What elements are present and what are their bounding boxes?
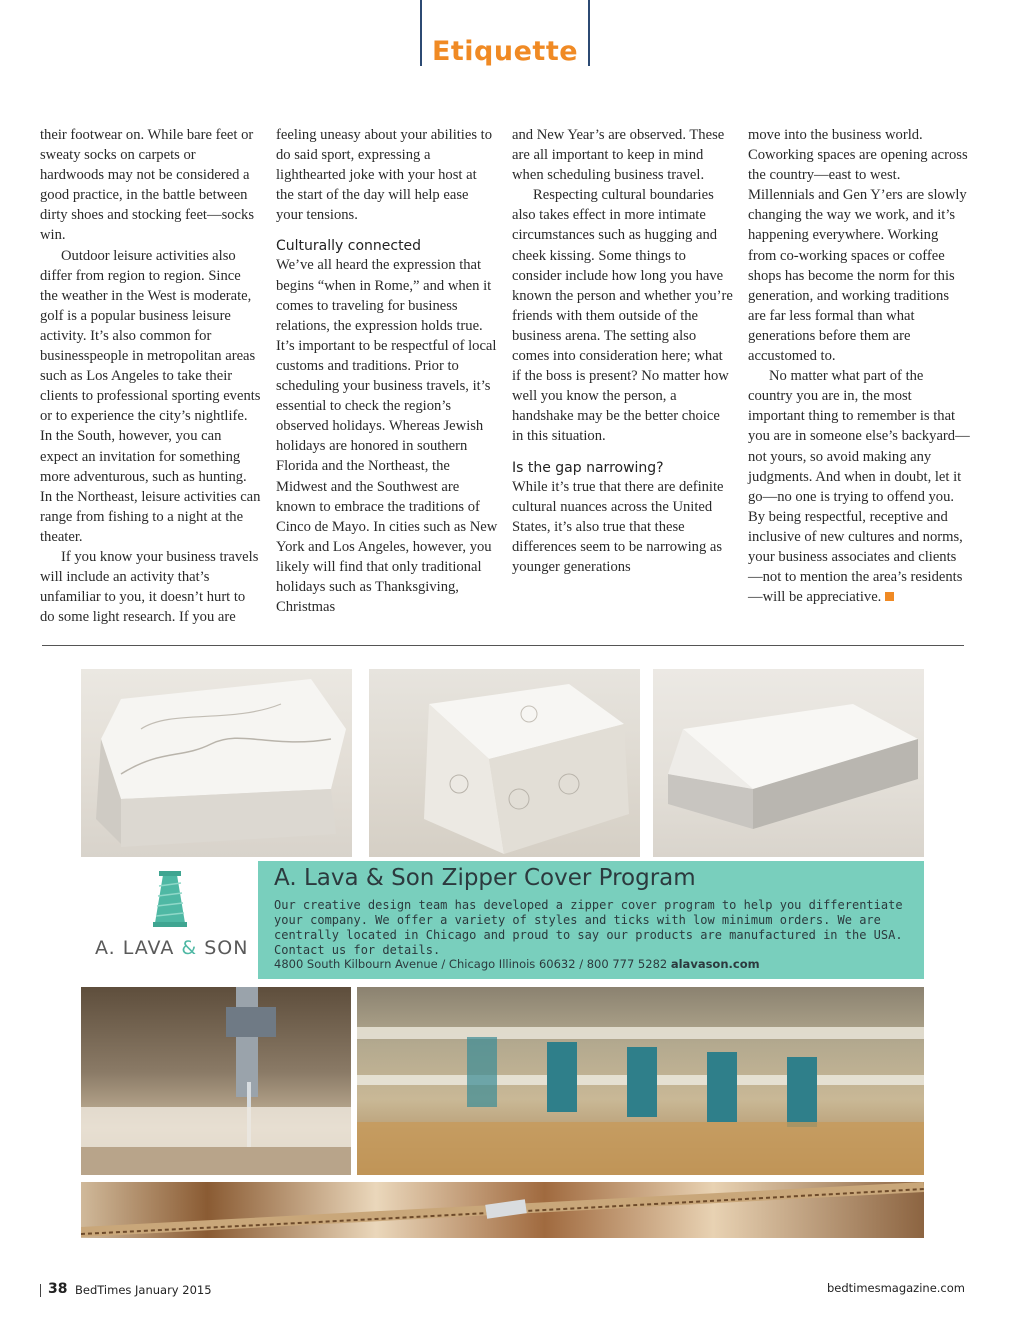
ad-body: Our creative design team has developed a zipper cover program to help you differentiate your company. We offer a variety of styles and ticks with low minimum orders. We are centrally located in Chicago and proud to say our products are manufactured in the USA. Contact us for details. [274, 898, 903, 957]
paragraph-final [748, 366, 970, 607]
paragraph: Respecting cultural boundaries also takes effect in more intimate circumstances such as hugging and cheek kissing. Some things to consider include how long you have known the person and whether you’re friends with them outside of the business arena. The setting also comes into consideration here; what if the boss is present? No matter how well you know the person, a handshake may be the better choice in this situation. [512, 187, 733, 445]
thread-spool-icon [81, 861, 257, 931]
advertisement[interactable] [81, 669, 924, 1214]
paragraph: If you know your business travels will include an activity that’s unfamiliar to you, it doesn’t hurt to do some light research. If you are [40, 548, 259, 626]
article-column-1 [40, 125, 262, 627]
magazine-name: BedTimes [75, 1283, 132, 1297]
paragraph-text: No matter what part of the country you are in, the most important thing to remember is that you are in someone else’s backyard—not yours, so avoid making any judgments. And when in doubt, let it go—no one is trying to offend you. By being respectful, receptive and inclusive of new cultures and norms, your business associates and clients—not to mention the area’s residents—will be appreciative. [748, 368, 970, 606]
page-number: 38 [48, 1281, 68, 1297]
brand-name: A. LAVA & SON [95, 937, 249, 959]
section-header [420, 0, 590, 66]
article-column-3 [512, 125, 734, 577]
section-title: Etiquette [431, 36, 579, 67]
page-footer [40, 1281, 965, 1301]
mattress-photo [653, 669, 924, 857]
paragraph: We’ve all heard the expression that begins “when in Rome,” and when it comes to traveling for business relations, the expression holds true. It’s important to be respectful of local customs and traditions. Prior to scheduling your business travels, it’s essential to check the region’s observed holidays. Whereas Jewish holidays are honored in southern Florida and the Northeast, the Midwest and the Southwest are known to embrace the traditions of Cinco de Mayo. In cities such as New York and Los Angeles, however, you likely will find that only traditional holidays such as Thanksgiving, Christmas [276, 257, 498, 616]
subheading: Is the gap narrowing? [512, 459, 664, 476]
article-body [40, 125, 970, 630]
zipper-photo [81, 1182, 924, 1238]
mattress-photo [81, 669, 352, 857]
paragraph: While it’s true that there are definite cultural nuances across the United States, it’s also true that these differences seem to be narrowing as younger generations [512, 478, 724, 575]
paragraph: Outdoor leisure activities also differ from region to region. Since the weather in the West is moderate, golf is a popular business leisure activity. It’s also common for businesspeople in metropolitan areas such as Los Angeles to take their clients to professional sporting events or to experience the city’s nightlife. In the South, however, you can expect an invitation for something more adventurous, such as hunting. In the Northeast, leisure activities can range from fishing to a night at the theater. [40, 247, 261, 545]
section-divider [42, 645, 964, 646]
paragraph: their footwear on. While bare feet or sweaty socks on carpets or hardwoods may not be considered a good practice, in the battle between dirty shoes and stocking feet—socks win. [40, 127, 255, 244]
paragraph: feeling uneasy about your abilities to do said sport, expressing a lighthearted joke with your host at the start of the day will help ease your tensions. [276, 127, 493, 224]
paragraph: move into the business world. Coworking spaces are opening across the country—east to west. Millennials and Gen Y’ers are slowly changing the way we work, and it’s happening everywhere. Working from co-working spaces or coffee shops has become the norm for this generation, and working traditions are far less formal than what generations before them are accustomed to. [748, 127, 968, 365]
ad-contact: 4800 South Kilbourn Avenue / Chicago Illinois 60632 / 800 777 5282 alavason.com [274, 957, 760, 971]
issue-date: January 2015 [135, 1283, 212, 1297]
article-column-2 [276, 125, 498, 617]
article-column-4 [748, 125, 970, 607]
mattress-photo [369, 669, 640, 857]
ad-title: A. Lava & Son Zipper Cover Program [274, 865, 696, 891]
footer-divider [40, 1284, 41, 1297]
brand-logo [81, 861, 257, 979]
quilting-machine-photo [357, 987, 924, 1175]
ad-website-link[interactable]: alavason.com [670, 957, 760, 971]
website-link[interactable]: bedtimesmagazine.com [826, 1281, 965, 1295]
ad-copy-box [258, 861, 924, 979]
end-mark-icon [885, 592, 894, 601]
paragraph: and New Year’s are observed. These are all important to keep in mind when scheduling business travel. [512, 127, 725, 184]
subheading: Culturally connected [276, 238, 422, 255]
sewing-machine-photo [81, 987, 351, 1175]
